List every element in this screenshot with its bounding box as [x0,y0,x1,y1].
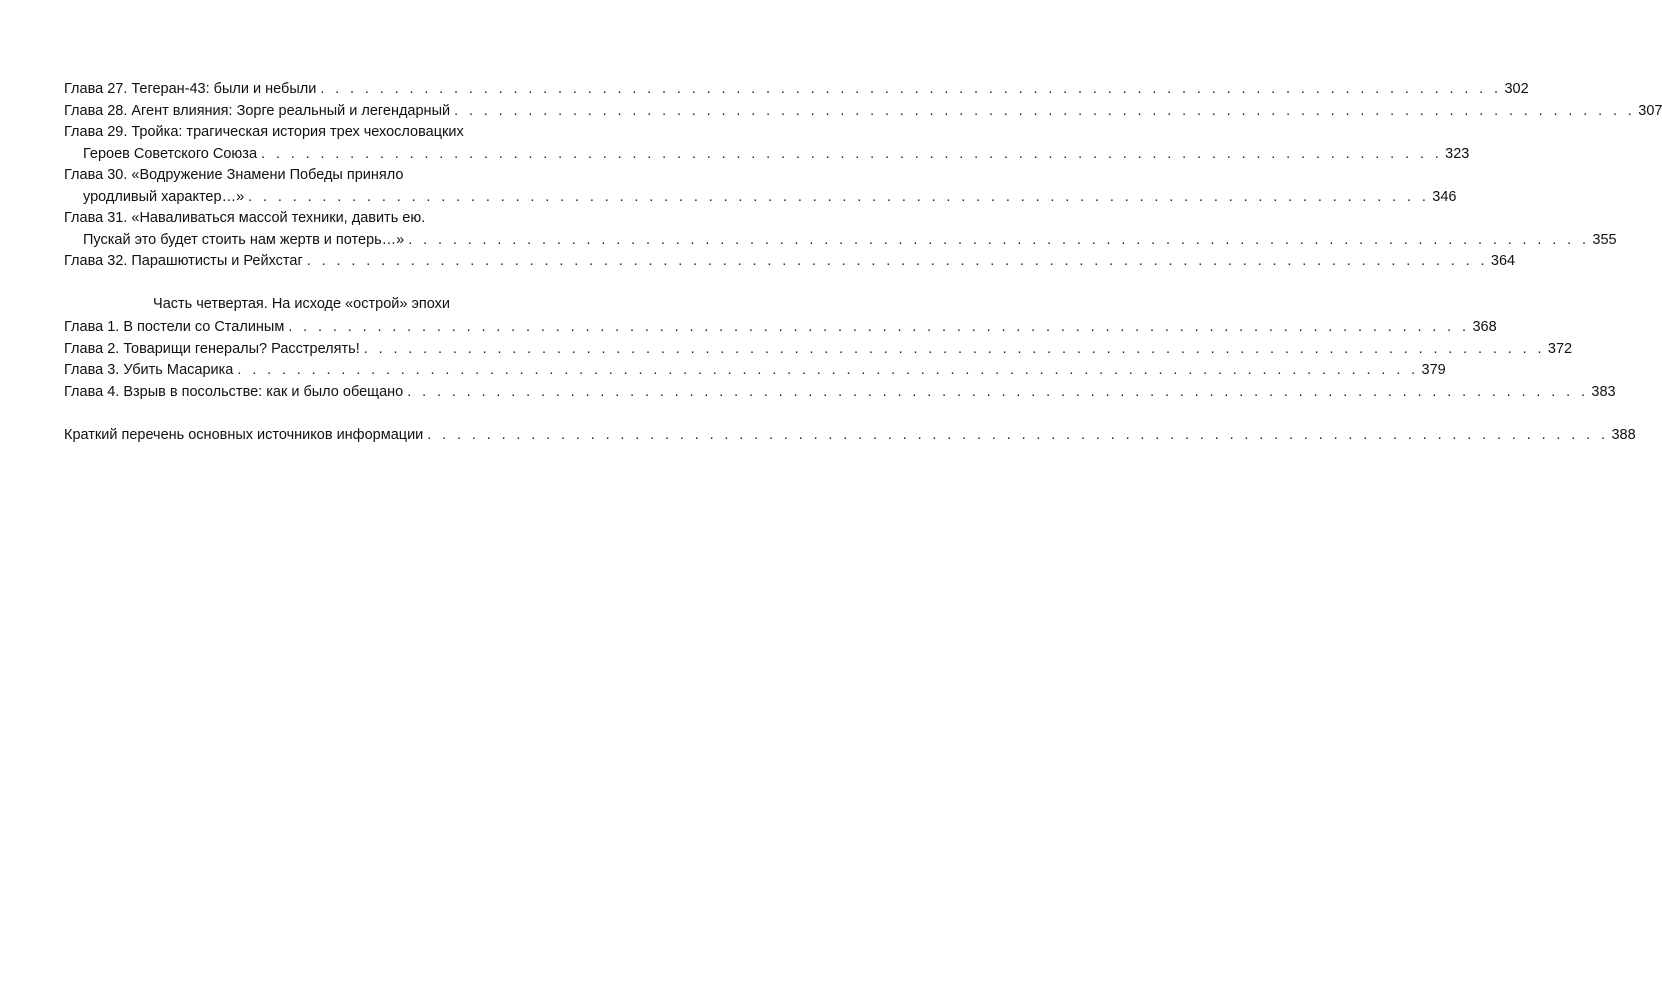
toc-entry-chapter-29[interactable] [64,122,1470,165]
toc-entry-part4-chapter-3[interactable] [64,360,1446,382]
toc-page-number: 323 [1445,145,1470,162]
table-of-contents [64,79,1662,447]
toc-entry-title: Глава 27. Тегеран-43: были и небыли [64,81,317,97]
toc-entry-chapter-27[interactable] [64,79,1529,101]
toc-entry-sources[interactable] [64,425,1636,447]
toc-entry-title-line-1: Глава 31. «Наваливаться массой техники, давить ею. [64,210,426,226]
toc-entry-chapter-31[interactable] [64,208,1617,251]
toc-entry-title: Глава 1. В постели со Сталиным [64,319,285,335]
dot-leader: . . . . . . . . . . . . . . . . . . . . . . . . . . . . . . . . . . . . . . . . . . . . . . . . . . . . . . . . . . . . . . . . . . . . . . . . . . . . . . . . [248,188,1430,205]
dot-leader: . . . . . . . . . . . . . . . . . . . . . . . . . . . . . . . . . . . . . . . . . . . . . . . . . . . . . . . . . . . . . . . . . . . . . . . . . . . . . . . . [320,81,1502,97]
toc-entry-part4-chapter-4[interactable] [64,382,1616,404]
toc-page-number: 379 [1421,362,1446,378]
toc-entry-part4-chapter-2[interactable] [64,339,1573,361]
dot-leader: . . . . . . . . . . . . . . . . . . . . . . . . . . . . . . . . . . . . . . . . . . . . . . . . . . . . . . . . . . . . . . . . . . . . . . . . . . . . . . . . [363,340,1545,357]
toc-page-number: 346 [1432,188,1457,205]
toc-entry-title-line-1: Глава 30. «Водружение Знамени Победы приняло [64,167,404,183]
toc-entry-title: Краткий перечень основных источников информации [64,427,424,443]
toc-entry-title: Глава 3. Убить Масарика [64,362,234,378]
toc-page-number: 302 [1504,81,1529,97]
toc-page-number: 368 [1472,319,1497,335]
toc-entry-chapter-30[interactable] [64,165,1457,208]
dot-leader: . . . . . . . . . . . . . . . . . . . . . . . . . . . . . . . . . . . . . . . . . . . . . . . . . . . . . . . . . . . . . . . . . . . . . . . . . . . . . . . . [261,145,1443,162]
toc-page-number: 364 [1490,253,1516,269]
dot-leader: . . . . . . . . . . . . . . . . . . . . . . . . . . . . . . . . . . . . . . . . . . . . . . . . . . . . . . . . . . . . . . . . . . . . . . . . . . . . . . . . [454,102,1636,119]
toc-entry-title: Глава 4. Взрыв в посольстве: как и было обещано [64,383,404,400]
dot-leader: . . . . . . . . . . . . . . . . . . . . . . . . . . . . . . . . . . . . . . . . . . . . . . . . . . . . . . . . . . . . . . . . . . . . . . . . . . . . . . . . [408,231,1590,248]
toc-page-number: 355 [1592,231,1617,248]
part-heading: Часть четвертая. На исходе «острой» эпохи [153,295,450,312]
toc-page-number: 372 [1547,340,1573,357]
toc-page-number: 307 [1638,102,1662,119]
toc-entry-title-line-2: уродливый характер…» [83,188,245,205]
toc-entry-title: Глава 28. Агент влияния: Зорге реальный и легендарный [64,102,451,119]
toc-entry-chapter-32[interactable] [64,251,1516,273]
toc-entry-chapter-28[interactable] [64,101,1662,123]
toc-page-number: 383 [1591,383,1616,400]
toc-entry-title: Глава 32. Парашютисты и Рейхстаг [64,253,303,269]
toc-entry-title-line-2: Героев Советского Союза [83,145,258,162]
dot-leader: . . . . . . . . . . . . . . . . . . . . . . . . . . . . . . . . . . . . . . . . . . . . . . . . . . . . . . . . . . . . . . . . . . . . . . . . . . . . . . . . [237,362,1419,378]
section-spacer [64,403,539,425]
dot-leader: . . . . . . . . . . . . . . . . . . . . . . . . . . . . . . . . . . . . . . . . . . . . . . . . . . . . . . . . . . . . . . . . . . . . . . . . . . . . . . . . [306,253,1488,269]
toc-page-number: 388 [1611,427,1636,443]
toc-entry-title: Глава 2. Товарищи генералы? Расстрелять! [64,340,360,357]
toc-entry-part4-chapter-1[interactable] [64,317,1497,339]
toc-entry-title-line-1: Глава 29. Тройка: трагическая история трех чехословацких [64,124,464,140]
dot-leader: . . . . . . . . . . . . . . . . . . . . . . . . . . . . . . . . . . . . . . . . . . . . . . . . . . . . . . . . . . . . . . . . . . . . . . . . . . . . . . . . [427,427,1609,443]
dot-leader: . . . . . . . . . . . . . . . . . . . . . . . . . . . . . . . . . . . . . . . . . . . . . . . . . . . . . . . . . . . . . . . . . . . . . . . . . . . . . . . . [288,319,1470,335]
dot-leader: . . . . . . . . . . . . . . . . . . . . . . . . . . . . . . . . . . . . . . . . . . . . . . . . . . . . . . . . . . . . . . . . . . . . . . . . . . . . . . . . [407,383,1589,400]
toc-entry-title-line-2: Пускай это будет стоить нам жертв и потерь…» [83,231,405,248]
